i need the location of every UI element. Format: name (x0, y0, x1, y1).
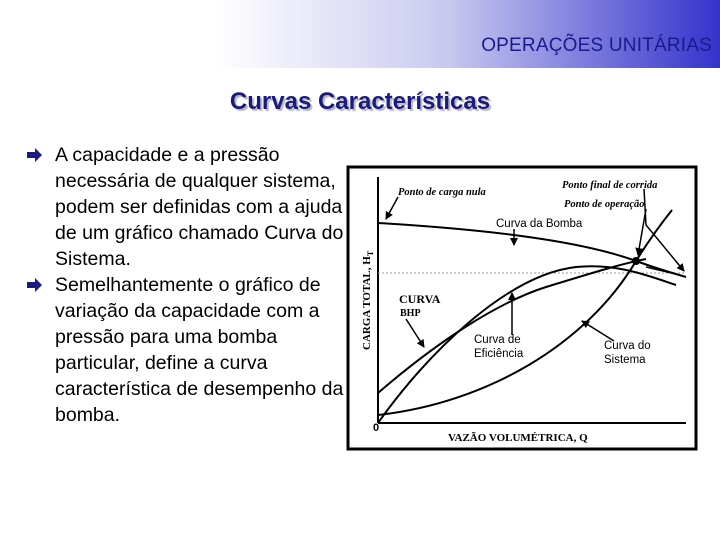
system-curve-label-line1: Curva do (604, 340, 651, 352)
bhp-label-line1: CURVA (399, 292, 441, 306)
efficiency-label-line2: Eficiência (474, 348, 524, 360)
operating-point (632, 257, 640, 265)
header-banner (0, 0, 720, 68)
origin-label: 0 (373, 422, 380, 434)
bullet-item (25, 272, 345, 428)
pump-curve-label: Curva da Bomba (496, 218, 583, 230)
bullet-text: A capacidade e a pressão necessária de qualquer sistema, podem ser definidas com a ajuda de um gráfico chamado Curva do Sistema. (55, 144, 344, 270)
y-axis-label: CARGA TOTAL, $H_T$ (361, 250, 375, 350)
bullet-text: Semelhantemente o gráfico de variação da capacidade com a pressão para uma bomba particular, define a curva característica de desempenho da bomba. (55, 274, 344, 426)
arrow-bullet-icon (25, 142, 45, 168)
end-of-run-label: Ponto final de corrida (562, 180, 658, 191)
bullet-list (25, 142, 345, 428)
bhp-label-line2: BHP (400, 308, 421, 319)
slide-title: Curvas Características (229, 88, 491, 115)
bullet-item (25, 142, 345, 272)
system-curve-label-line2: Sistema (604, 354, 646, 366)
shutoff-label: Ponto de carga nula (398, 187, 486, 198)
pump-curves-diagram (346, 165, 698, 451)
arrow-bullet-icon (25, 272, 45, 298)
x-axis-label: VAZÃO VOLUMÉTRICA, Q (448, 432, 588, 444)
banner-title: OPERAÇÕES UNITÁRIAS (481, 35, 712, 56)
efficiency-label-line1: Curva de (474, 334, 521, 346)
operating-point-label: Ponto de operação (564, 199, 645, 210)
